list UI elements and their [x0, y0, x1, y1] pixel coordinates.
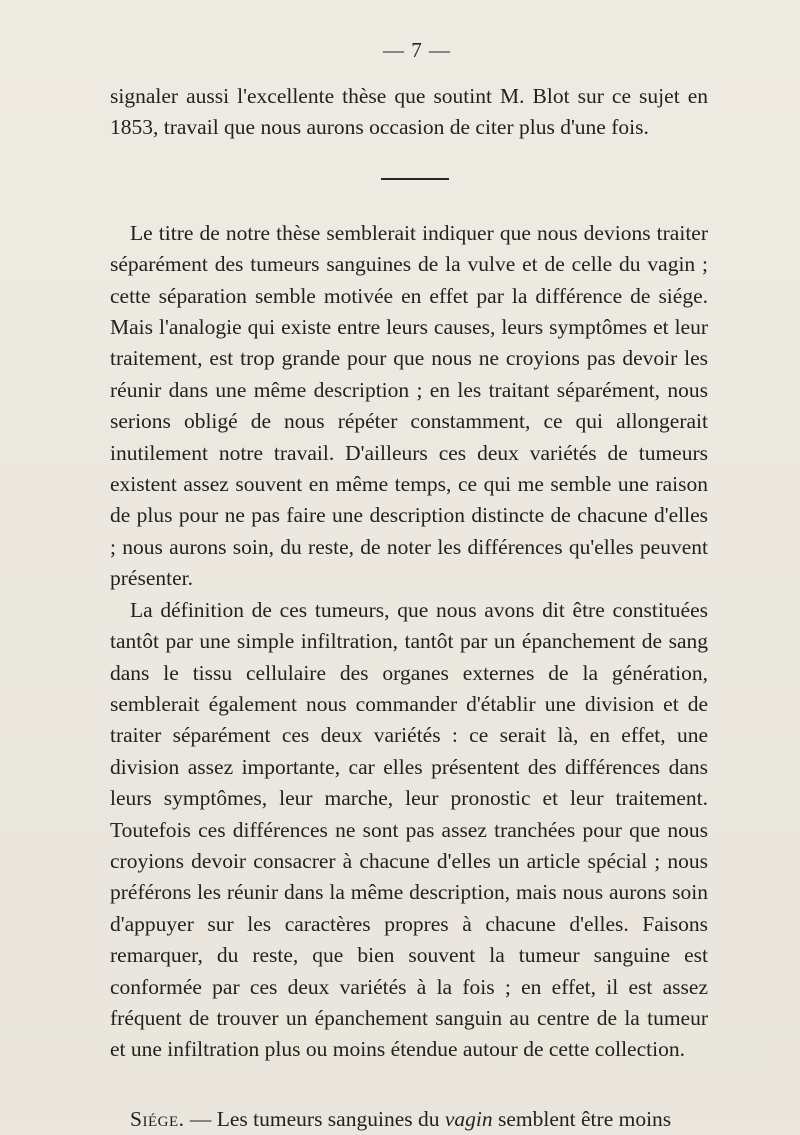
siege-italic-word: vagin [444, 1106, 493, 1131]
siege-text-before: Les tumeurs sanguines du [216, 1106, 445, 1131]
paragraph-siege [110, 1104, 708, 1135]
section-divider [381, 178, 449, 180]
page-number: — 7 — [383, 38, 451, 62]
siege-text-after: semblent être moins [492, 1106, 672, 1131]
paragraph-title-discussion: Le titre de notre thèse semblerait indiquer que nous devions traiter séparément des tumeurs sanguines de la vulve et de celle du vagin ; cette séparation semble motivée en effet par la différence de siége. Mais l'analogie qui existe entre leurs causes, leurs symptômes et leur traitement, est trop grande pour que nous ne croyions pas devoir les réunir dans une même description ; en les traitant séparément, nous serions obligé de nous répéter constamment, ce qui allongerait inutilement notre travail. D'ailleurs ces deux variétés de tumeurs existent assez souvent en même temps, ce qui me semble une raison de plus pour ne pas faire une description distincte de chacune d'elles ; nous aurons soin, du reste, de noter les différences qu'elles peuvent présenter. [110, 220, 708, 591]
paragraph-intro: signaler aussi l'excellente thèse que soutint M. Blot sur ce sujet en 1853, travail que nous aurons occasion de citer plus d'une fois. [110, 84, 708, 140]
heading-dash: — [184, 1106, 217, 1131]
paragraph-definition: La définition de ces tumeurs, que nous avons dit être constituées tantôt par une simple infiltration, tantôt par un épanchement de sang dans le tissu cellulaire des organes externes de la génération, semblerait également nous commander d'établir une division et de traiter séparément ces deux variétés : ce serait là, en effet, une division assez importante, car elles présentent des différences dans leurs symptômes, leur marche, leur pronostic et leur traitement. Toutefois ces différences ne sont pas assez tranchées pour que nous croyions devoir consacrer à chacune d'elles un article spécial ; nous préférons les réunir dans la même description, mais nous aurons soin d'appuyer sur les caractères propres à chacune d'elles. Faisons remarquer, du reste, que bien souvent la tumeur sanguine est conformée par ces deux variétés à la fois ; en effet, il est assez fréquent de trouver un épanchement sanguin au centre de la tumeur et une infiltration plus ou moins étendue autour de cette collection. [110, 597, 708, 1062]
section-heading-siege: Siége. [130, 1106, 185, 1131]
